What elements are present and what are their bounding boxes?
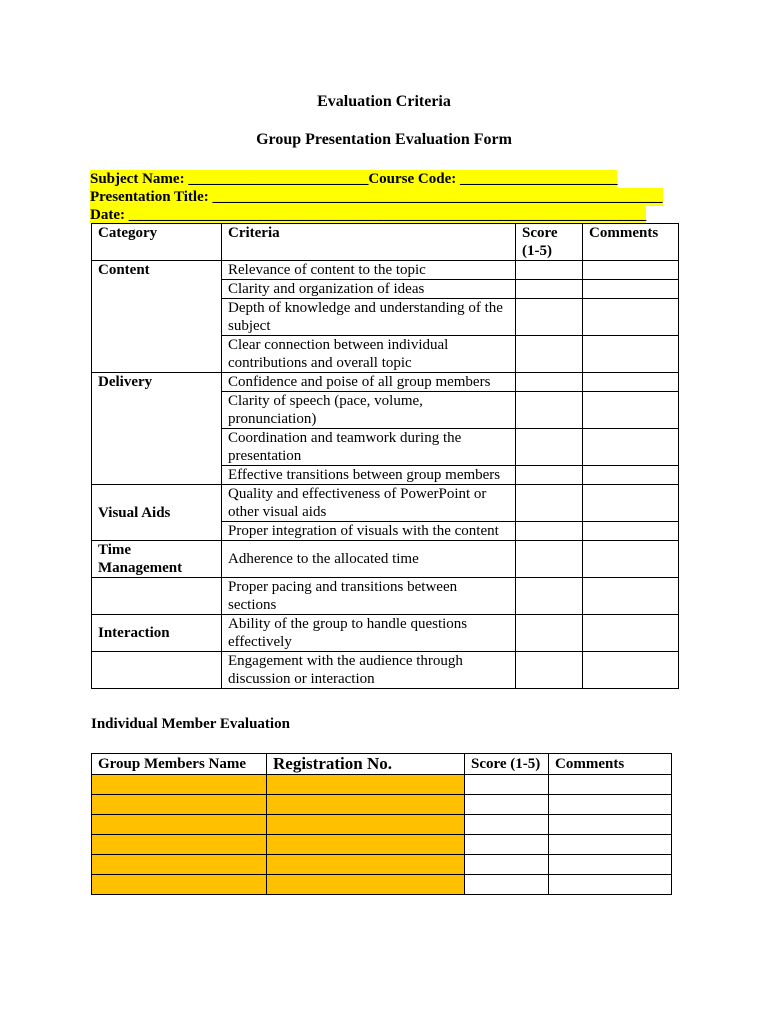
comments-cell[interactable] <box>583 578 679 615</box>
registration-cell[interactable] <box>267 775 465 795</box>
member-name-cell[interactable] <box>92 835 267 855</box>
category-cell: Interaction <box>92 615 222 652</box>
criteria-cell: Ability of the group to handle questions effectively <box>222 615 516 652</box>
registration-cell[interactable] <box>267 875 465 895</box>
score-cell[interactable] <box>465 855 549 875</box>
category-cell: Visual Aids <box>92 485 222 541</box>
category-cell: Delivery <box>92 373 222 485</box>
comments-cell[interactable] <box>583 522 679 541</box>
registration-cell[interactable] <box>267 795 465 815</box>
table-row <box>92 615 679 652</box>
score-cell[interactable] <box>516 485 583 522</box>
score-cell[interactable] <box>516 429 583 466</box>
comments-cell[interactable] <box>549 815 672 835</box>
score-cell[interactable] <box>516 392 583 429</box>
member-row <box>92 855 672 875</box>
document-title: Evaluation Criteria <box>317 93 451 110</box>
comments-cell[interactable] <box>583 373 679 392</box>
criteria-cell: Confidence and poise of all group members <box>222 373 516 392</box>
criteria-cell: Adherence to the allocated time <box>222 541 516 578</box>
comments-cell[interactable] <box>583 336 679 373</box>
member-row <box>92 875 672 895</box>
criteria-cell: Relevance of content to the topic <box>222 261 516 280</box>
criteria-cell: Quality and effectiveness of PowerPoint or other visual aids <box>222 485 516 522</box>
form-title: Group Presentation Evaluation Form <box>256 131 512 148</box>
category-cell: Time Management <box>92 541 222 578</box>
comments-cell[interactable] <box>583 615 679 652</box>
member-name-cell[interactable] <box>92 815 267 835</box>
comments-cell[interactable] <box>549 775 672 795</box>
category-cell <box>92 652 222 689</box>
member-row <box>92 835 672 855</box>
criteria-cell: Clarity and organization of ideas <box>222 280 516 299</box>
member-name-cell[interactable] <box>92 855 267 875</box>
criteria-cell: Proper integration of visuals with the content <box>222 522 516 541</box>
comments-cell[interactable] <box>583 392 679 429</box>
comments-cell[interactable] <box>583 261 679 280</box>
member-name-cell[interactable] <box>92 775 267 795</box>
score-cell[interactable] <box>465 795 549 815</box>
table-row <box>92 485 679 522</box>
registration-cell[interactable] <box>267 815 465 835</box>
score-cell[interactable] <box>465 835 549 855</box>
table-row <box>92 261 679 280</box>
criteria-cell: Coordination and teamwork during the presentation <box>222 429 516 466</box>
score-cell[interactable] <box>516 522 583 541</box>
table-row <box>92 373 679 392</box>
presentation-title-field[interactable]: Presentation Title: ____________________________________________________________ <box>90 189 663 205</box>
score-cell[interactable] <box>465 775 549 795</box>
member-row <box>92 795 672 815</box>
score-cell[interactable] <box>516 466 583 485</box>
score-cell[interactable] <box>516 280 583 299</box>
date-field[interactable]: Date: _____________________________________________________________________ <box>90 207 647 223</box>
score-cell[interactable] <box>516 261 583 280</box>
member-section-heading: Individual Member Evaluation <box>91 716 290 732</box>
comments-cell[interactable] <box>583 466 679 485</box>
comments-cell[interactable] <box>549 835 672 855</box>
category-cell <box>92 578 222 615</box>
member-evaluation-table <box>91 753 672 895</box>
criteria-cell: Proper pacing and transitions between sections <box>222 578 516 615</box>
header-member-name: Group Members Name <box>92 754 267 775</box>
comments-cell[interactable] <box>583 541 679 578</box>
evaluation-criteria-table <box>91 223 679 689</box>
header-registration: Registration No. <box>267 754 465 775</box>
comments-cell[interactable] <box>583 280 679 299</box>
criteria-cell: Engagement with the audience through discussion or interaction <box>222 652 516 689</box>
header-criteria: Criteria <box>222 224 516 261</box>
score-cell[interactable] <box>516 373 583 392</box>
score-cell[interactable] <box>516 652 583 689</box>
comments-cell[interactable] <box>549 875 672 895</box>
member-row <box>92 775 672 795</box>
header-row <box>92 224 679 261</box>
table-row <box>92 652 679 689</box>
score-cell[interactable] <box>465 815 549 835</box>
subject-course-field[interactable]: Subject Name: ________________________Course Code: _____________________ <box>90 171 618 187</box>
score-cell[interactable] <box>465 875 549 895</box>
member-name-cell[interactable] <box>92 795 267 815</box>
registration-cell[interactable] <box>267 835 465 855</box>
criteria-cell: Effective transitions between group members <box>222 466 516 485</box>
registration-cell[interactable] <box>267 855 465 875</box>
header-category: Category <box>92 224 222 261</box>
comments-cell[interactable] <box>583 299 679 336</box>
score-cell[interactable] <box>516 615 583 652</box>
comments-cell[interactable] <box>549 795 672 815</box>
table-row <box>92 541 679 578</box>
comments-cell[interactable] <box>549 855 672 875</box>
table-row <box>92 578 679 615</box>
header-score: Score (1-5) <box>516 224 583 261</box>
score-cell[interactable] <box>516 541 583 578</box>
score-cell[interactable] <box>516 299 583 336</box>
criteria-cell: Clear connection between individual contributions and overall topic <box>222 336 516 373</box>
score-cell[interactable] <box>516 578 583 615</box>
member-row <box>92 815 672 835</box>
category-cell: Content <box>92 261 222 373</box>
score-cell[interactable] <box>516 336 583 373</box>
criteria-cell: Clarity of speech (pace, volume, pronunciation) <box>222 392 516 429</box>
header-row <box>92 754 672 775</box>
header-score: Score (1-5) <box>465 754 549 775</box>
header-comments: Comments <box>549 754 672 775</box>
comments-cell[interactable] <box>583 652 679 689</box>
header-comments: Comments <box>583 224 679 261</box>
criteria-cell: Depth of knowledge and understanding of the subject <box>222 299 516 336</box>
comments-cell[interactable] <box>583 429 679 466</box>
comments-cell[interactable] <box>583 485 679 522</box>
member-name-cell[interactable] <box>92 875 267 895</box>
